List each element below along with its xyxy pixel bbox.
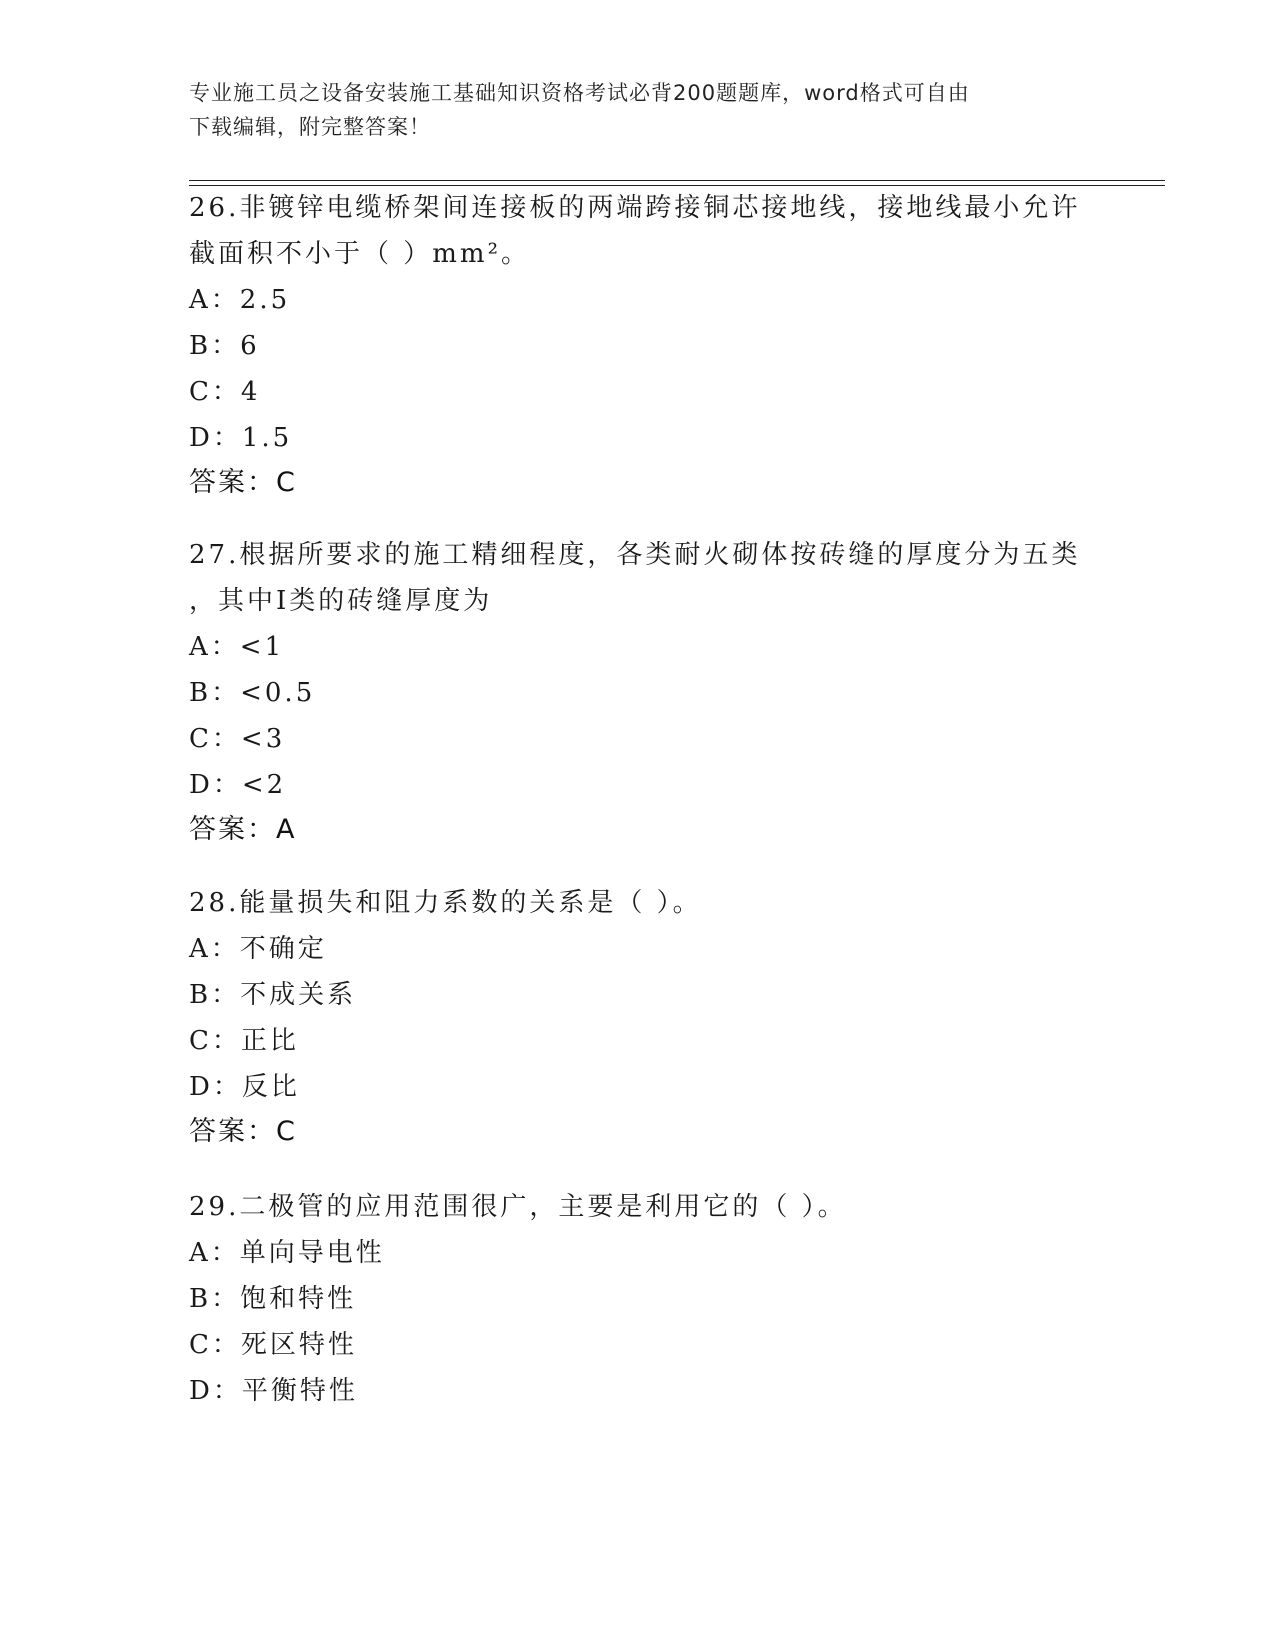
question-stem-line-1: 28.能量损失和阻力系数的关系是（ ）。	[189, 888, 702, 918]
option-a	[189, 926, 1089, 972]
option-text: <2	[241, 770, 287, 800]
option-text: 平衡特性	[241, 1376, 358, 1406]
option-key: D：	[189, 423, 242, 453]
option-text: 6	[240, 331, 260, 361]
option-key: C：	[189, 724, 241, 754]
option-text: 正比	[240, 1026, 299, 1056]
answer-label: 答案：C	[189, 467, 297, 498]
option-key: C：	[189, 1330, 241, 1360]
option-d	[189, 762, 1089, 808]
option-key: A：	[189, 632, 240, 662]
option-b	[189, 972, 1089, 1018]
option-text: 饱和特性	[240, 1284, 357, 1314]
question-29	[189, 1184, 1089, 1414]
option-a	[189, 1230, 1089, 1276]
option-text: 单向导电性	[239, 1238, 385, 1268]
answer-label: 答案：A	[189, 814, 297, 845]
option-text: 2.5	[239, 285, 291, 315]
option-c	[189, 716, 1089, 762]
option-text: 不成关系	[240, 980, 357, 1010]
option-text: <0.5	[240, 678, 316, 708]
question-26	[189, 185, 1089, 505]
option-text: 不确定	[239, 934, 327, 964]
question-stem-line-1: 27.根据所要求的施工精细程度，各类耐火砌体按砖缝的厚度分为五类	[189, 540, 1081, 570]
option-b	[189, 670, 1089, 716]
option-key: B：	[189, 1284, 241, 1314]
option-c	[189, 369, 1089, 415]
option-key: A：	[189, 1238, 240, 1268]
option-text: 4	[240, 377, 261, 407]
option-d	[189, 1064, 1089, 1110]
option-d	[189, 1368, 1089, 1414]
question-27	[189, 532, 1089, 852]
option-key: B：	[189, 980, 241, 1010]
option-key: C：	[189, 377, 241, 407]
option-text: 死区特性	[240, 1330, 357, 1360]
document-header	[189, 76, 1089, 144]
option-a	[189, 277, 1089, 323]
option-c	[189, 1322, 1089, 1368]
header-line-1: 专业施工员之设备安装施工基础知识资格考试必背200题题库，word格式可自由	[189, 81, 970, 105]
option-key: D：	[189, 770, 242, 800]
question-stem-line-2: 截面积不小于（ ）mm²。	[189, 239, 530, 269]
option-key: B：	[189, 331, 241, 361]
option-c	[189, 1018, 1089, 1064]
option-key: A：	[189, 934, 240, 964]
header-line-2: 下载编辑，附完整答案！	[189, 115, 431, 139]
option-text: 1.5	[241, 423, 293, 453]
option-b	[189, 323, 1089, 369]
option-key: B：	[189, 678, 241, 708]
option-key: D：	[189, 1072, 242, 1102]
question-stem-line-1: 26.非镀锌电缆桥架间连接板的两端跨接铜芯接地线，接地线最小允许	[189, 193, 1081, 223]
option-text: 反比	[241, 1072, 300, 1102]
answer-label: 答案：C	[189, 1116, 297, 1147]
option-d	[189, 415, 1089, 461]
option-key: D：	[189, 1376, 242, 1406]
option-b	[189, 1276, 1089, 1322]
option-a	[189, 624, 1089, 670]
question-stem-line-1: 29.二极管的应用范围很广，主要是利用它的（ ）。	[189, 1192, 847, 1222]
option-key: C：	[189, 1026, 241, 1056]
header-rule-top	[189, 180, 1165, 181]
option-text: <3	[240, 724, 286, 754]
question-stem-line-2: ，其中Ⅰ类的砖缝厚度为	[189, 586, 493, 616]
question-28	[189, 880, 1089, 1154]
option-key: A：	[189, 285, 240, 315]
option-text: <1	[239, 632, 285, 662]
